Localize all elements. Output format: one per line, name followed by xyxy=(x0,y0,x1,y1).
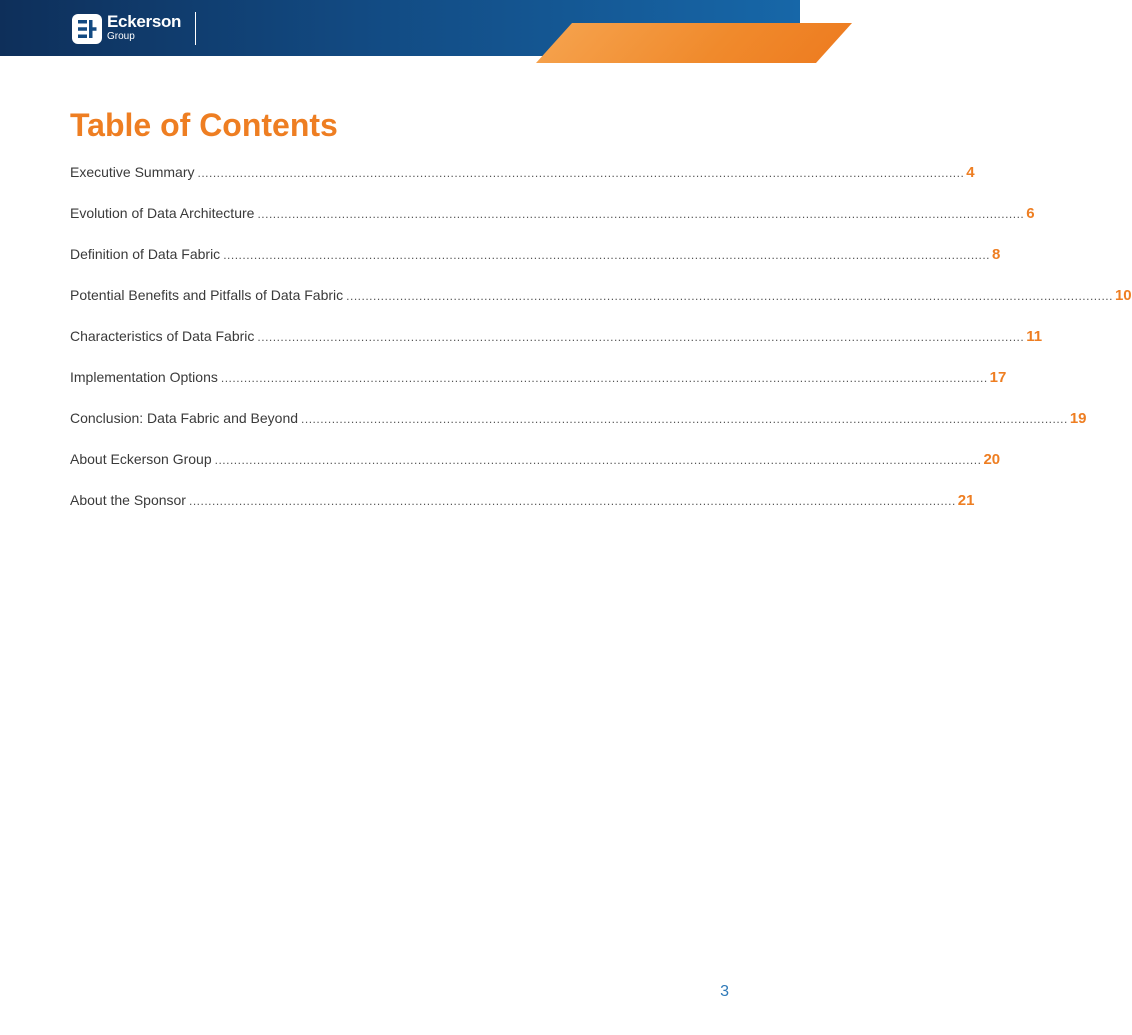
toc-entry-page: 8 xyxy=(991,246,1001,263)
brand-subtitle: Group xyxy=(107,31,135,42)
toc-entry[interactable] xyxy=(70,201,1035,242)
toc-entry[interactable] xyxy=(70,406,1087,447)
toc-entry-label: Definition of Data Fabric xyxy=(70,246,221,262)
toc-entry[interactable] xyxy=(70,488,975,529)
toc-entry-page: 10 xyxy=(1114,287,1132,304)
toc-entry-page: 6 xyxy=(1026,205,1035,222)
toc-entry[interactable] xyxy=(70,283,1132,324)
toc-entry-label: About Eckerson Group xyxy=(70,451,212,467)
toc-dot-leader: ........................................................................................................................................................................................................ xyxy=(214,453,982,467)
toc-entry-label: Executive Summary xyxy=(70,164,195,180)
toc-entry[interactable] xyxy=(70,324,1043,365)
toc-entry-label: Implementation Options xyxy=(70,369,218,385)
toc-entry-page: 17 xyxy=(989,369,1007,386)
toc-dot-leader: ........................................................................................................................................................................................................ xyxy=(188,494,956,508)
toc-entry-label: Characteristics of Data Fabric xyxy=(70,328,255,344)
toc-entry[interactable] xyxy=(70,447,1001,488)
toc-entry-page: 19 xyxy=(1069,410,1087,427)
toc-dot-leader: ........................................................................................................................................................................................................ xyxy=(257,330,1025,344)
toc-entry-label: Potential Benefits and Pitfalls of Data Fabric xyxy=(70,287,344,303)
toc-entry[interactable] xyxy=(70,160,975,201)
toc-entry[interactable] xyxy=(70,242,1001,283)
page-title: Table of Contents xyxy=(70,107,338,143)
toc-entry[interactable] xyxy=(70,365,1007,406)
toc-dot-leader: ........................................................................................................................................................................................................ xyxy=(301,412,1068,426)
toc-entry-page: 20 xyxy=(983,451,1001,468)
page-header xyxy=(0,0,800,56)
toc-dot-leader: ........................................................................................................................................................................................................ xyxy=(257,207,1025,221)
header-orange-stripe xyxy=(536,23,852,63)
toc-entry-page: 21 xyxy=(957,492,975,509)
toc-dot-leader: ........................................................................................................................................................................................................ xyxy=(220,371,988,385)
toc-dot-leader: ........................................................................................................................................................................................................ xyxy=(346,289,1113,303)
toc-entry-page: 4 xyxy=(966,164,975,181)
toc-entry-label: Evolution of Data Architecture xyxy=(70,205,255,221)
toc-entry-page: 11 xyxy=(1026,328,1043,345)
toc-list xyxy=(70,160,1132,529)
toc-entry-label: Conclusion: Data Fabric and Beyond xyxy=(70,410,299,426)
toc-dot-leader: ........................................................................................................................................................................................................ xyxy=(223,248,990,262)
toc-dot-leader: ........................................................................................................................................................................................................ xyxy=(197,166,965,180)
page-number: 3 xyxy=(720,983,729,1000)
logo-divider xyxy=(195,12,196,45)
eckerson-logo-icon xyxy=(72,14,102,44)
toc-entry-label: About the Sponsor xyxy=(70,492,186,508)
brand-name: Eckerson xyxy=(107,12,182,31)
